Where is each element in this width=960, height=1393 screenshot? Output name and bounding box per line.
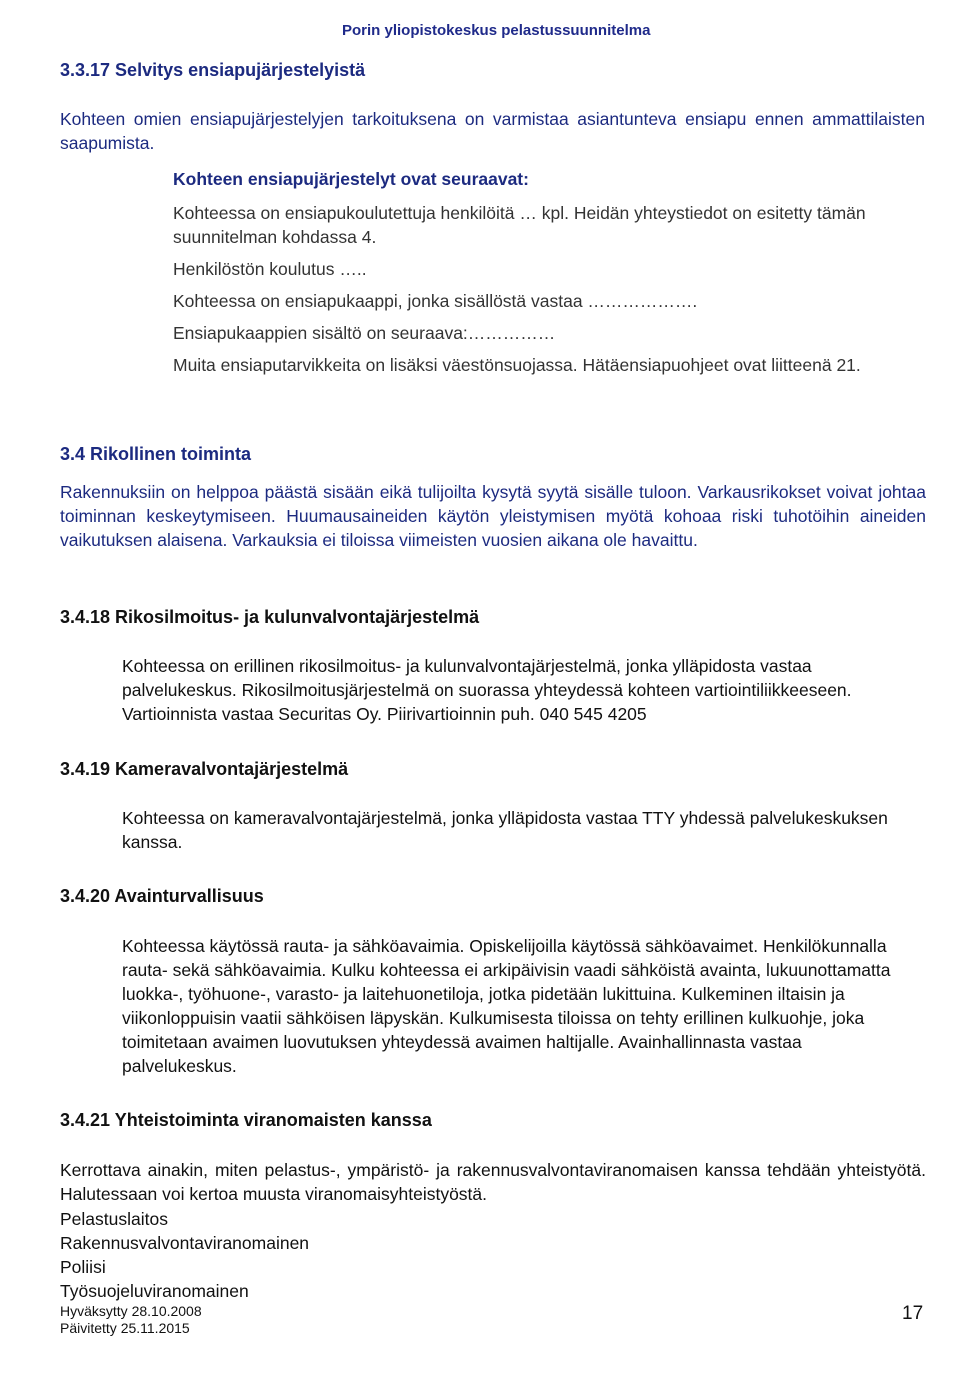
authority-item: Pelastuslaitos [60,1209,168,1229]
authority-item: Työsuojeluviranomainen [60,1281,249,1301]
section-heading-crime: 3.4 Rikollinen toiminta [60,444,252,464]
keys-body: Kohteessa käytössä rauta- ja sähköavaimia. Opiskelijoilla käytössä sähköavaimet. Henkilökunnalla rauta- sekä sähköavaimia. Kulku kohteessa ei arkipäivisin vaadi sähköistä avainta, lukuunottamatta luokka-, työhuone-, varasto- ja laitehuonetiloja, jotka pidetään lukittuina. Kulkeminen iltaisin ja viikonloppuisin vaatii sähköisen läpyskän. Kulkumisesta tiloissa on tehty erillinen kulkuohje, joka toimitetaan avaimen luovutuksen yhteydessä avaimen haltijalle. Avainhallinnasta vastaa palvelukeskus. [122,936,891,1076]
section-heading-keys: 3.4.20 Avainturvallisuus [60,886,264,906]
section-heading-alarm-system: 3.4.18 Rikosilmoitus- ja kulunvalvontajärjestelmä [60,607,480,627]
section-heading-authorities: 3.4.21 Yhteistoiminta viranomaisten kanssa [60,1110,432,1130]
authority-item: Poliisi [60,1257,106,1277]
first-aid-item: Ensiapukaappien sisältö on seuraava:…………… [173,323,556,343]
section-heading-first-aid: 3.3.17 Selvitys ensiapujärjestelyistä [60,60,366,80]
first-aid-subheading: Kohteen ensiapujärjestelyt ovat seuraavat: [173,169,529,189]
first-aid-item: Kohteessa on ensiapukoulutettuja henkilöitä … kpl. Heidän yhteystiedot on esitetty tämän suunnitelman kohdassa 4. [173,203,866,247]
camera-body: Kohteessa on kameravalvontajärjestelmä, jonka ylläpidosta vastaa TTY yhdessä palvelukeskuksen kanssa. [122,808,888,852]
alarm-system-body: Kohteessa on erillinen rikosilmoitus- ja kulunvalvontajärjestelmä, jonka ylläpidosta vastaa palvelukeskus. Rikosilmoitusjärjestelmä on suorassa yhteydessä kohteen vartiointiliikkeeseen. Vartioinnista vastaa Securitas Oy. Piirivartioinnin puh. 040 545 4205 [122,656,852,724]
authority-item: Rakennusvalvontaviranomainen [60,1233,310,1253]
first-aid-item: Henkilöstön koulutus ….. [173,259,367,279]
first-aid-item: Kohteessa on ensiapukaappi, jonka sisällöstä vastaa ………………. [173,291,698,311]
first-aid-intro: Kohteen omien ensiapujärjestelyjen tarkoituksena on varmistaa asiantunteva ensiapu ennen ammattilaisten saapumista. [60,109,925,153]
running-header: Porin yliopistokeskus pelastussuunnitelma [342,22,651,39]
crime-body: Rakennuksiin on helppoa päästä sisään eikä tulijoilta kysytä syytä sisälle tuloon. Varkausrikokset voivat johtaa toiminnan keskeytymiseen. Huumausaineiden käytön yleistymisen myötä kohoaa riski tuhotöihin aineiden vaikutuksen alaisena. Varkauksia ei tiloissa viimeisten vuosien aikana ole havaittu. [60,482,926,550]
first-aid-list [173,201,928,385]
section-heading-camera: 3.4.19 Kameravalvontajärjestelmä [60,759,349,779]
page-number: 17 [902,1303,924,1324]
authorities-list [60,1207,309,1303]
first-aid-item: Muita ensiaputarvikkeita on lisäksi väestönsuojassa. Hätäensiapuohjeet ovat liitteenä 21. [173,355,861,375]
footer-dates [60,1303,202,1337]
approved-date: Hyväksytty 28.10.2008 [60,1303,202,1319]
updated-date: Päivitetty 25.11.2015 [60,1320,190,1336]
authorities-body: Kerrottava ainakin, miten pelastus-, ympäristö- ja rakennusvalvontaviranomaisen kanssa tehdään yhteistyötä. Halutessaan voi kertoa muusta viranomaisyhteistyöstä. [60,1160,926,1204]
